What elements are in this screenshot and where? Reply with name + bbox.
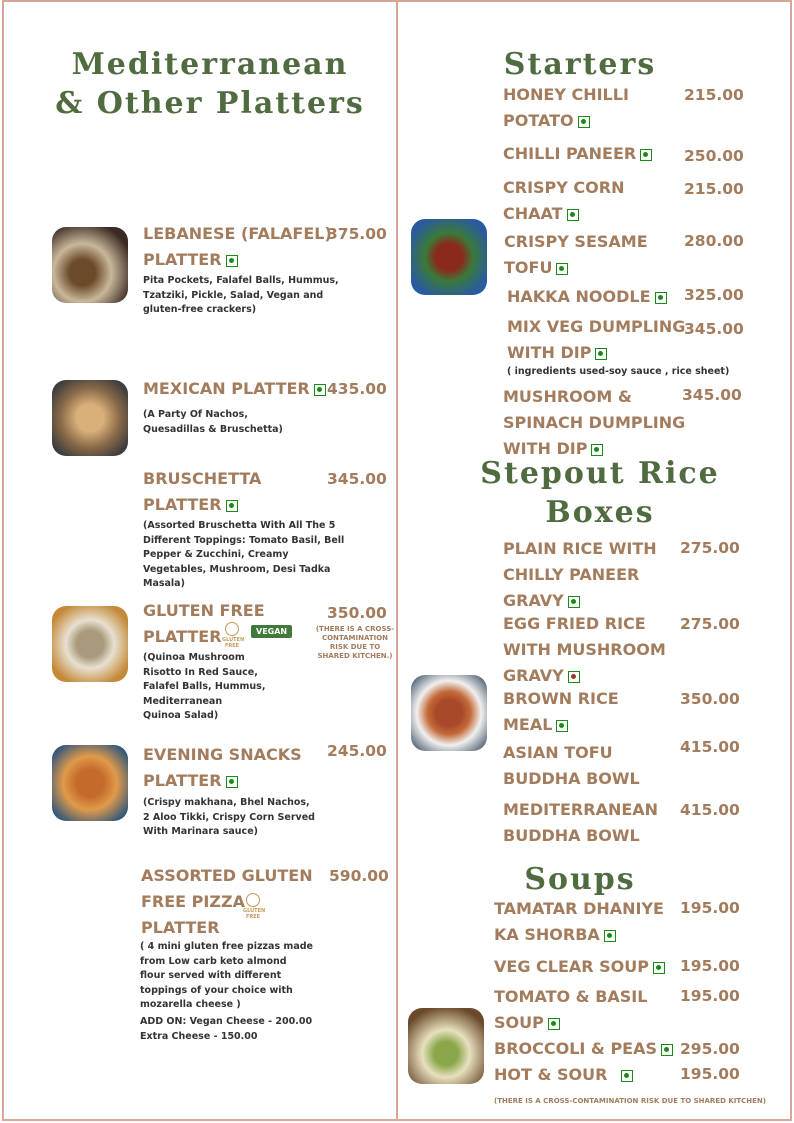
item-price: 250.00 xyxy=(684,147,744,165)
evening-snacks-photo xyxy=(52,745,128,821)
item-price: 275.00 xyxy=(680,615,740,633)
veg-icon xyxy=(595,348,607,360)
item-price: 435.00 xyxy=(327,380,387,398)
item-name: CHILLI PANEER xyxy=(503,144,637,163)
menu-item-veg-clear-soup xyxy=(494,954,665,980)
cross-contamination-note: (THERE IS A CROSS-CONTAMINATION RISK DUE TO SHARED KITCHEN) xyxy=(494,1097,766,1105)
item-name: MIX VEG DUMPLING WITH DIP xyxy=(507,317,686,362)
item-name: BROWN RICE MEAL xyxy=(503,689,619,734)
menu-item-hakka-noodle xyxy=(507,284,667,310)
item-price: 345.00 xyxy=(684,320,744,338)
item-price: 345.00 xyxy=(327,470,387,488)
rice-box-photo xyxy=(411,675,487,751)
item-price: 280.00 xyxy=(684,232,744,250)
item-name: HAKKA NOODLE xyxy=(507,287,651,306)
item-price: 415.00 xyxy=(680,738,740,756)
menu-item-chilli-paneer xyxy=(503,141,652,167)
menu-item-crispy-sesame-tofu xyxy=(504,229,648,281)
veg-icon xyxy=(567,209,579,221)
menu-item-gf-pizza xyxy=(141,863,313,941)
veg-icon xyxy=(578,116,590,128)
veg-icon xyxy=(640,149,652,161)
item-name: MEXICAN PLATTER xyxy=(143,379,310,398)
veg-icon xyxy=(653,962,665,974)
veg-icon xyxy=(226,255,238,267)
veg-icon xyxy=(226,500,238,512)
gluten-free-platter-photo xyxy=(52,606,128,682)
item-description: (Assorted Bruschetta With All The 5 Different Toppings: Tomato Basil, Bell Pepper & Zucchini, Creamy Vegetables, Mushroom, Desi Tadka Masala) xyxy=(143,520,345,589)
add-on-text: ADD ON: Vegan Cheese - 200.00 Extra Cheese - 150.00 xyxy=(140,1016,313,1042)
gluten-free-icon: GLUTEN FREE xyxy=(243,893,263,919)
item-name: LEBANESE (FALAFEL) PLATTER xyxy=(143,224,332,269)
menu-item-mushroom-dumpling xyxy=(503,384,685,462)
item-name: VEG CLEAR SOUP xyxy=(494,957,649,976)
item-price: 195.00 xyxy=(680,987,740,1005)
item-name: TOMATO & BASIL SOUP xyxy=(494,987,648,1032)
item-name: GLUTEN FREE PLATTER xyxy=(143,601,265,646)
falafel-platter-photo xyxy=(52,227,128,303)
item-price: 195.00 xyxy=(680,1065,740,1083)
item-name: EGG FRIED RICE WITH MUSHROOM GRAVY xyxy=(503,614,666,685)
menu-item-bruschetta xyxy=(143,466,261,518)
item-price: 195.00 xyxy=(680,957,740,975)
veg-icon xyxy=(314,384,326,396)
item-name: PLAIN RICE WITH CHILLY PANEER GRAVY xyxy=(503,539,657,610)
item-name: BRUSCHETTA PLATTER xyxy=(143,469,262,514)
vegan-badge: VEGAN xyxy=(251,625,292,638)
gluten-free-icon: GLUTEN FREE xyxy=(222,622,242,648)
item-description: (A Party Of Nachos, Quesadillas & Bruschetta) xyxy=(143,409,283,435)
menu-item-gluten-free xyxy=(143,598,265,650)
item-price: 375.00 xyxy=(327,225,387,243)
soup-photo xyxy=(408,1008,484,1084)
item-price: 325.00 xyxy=(684,286,744,304)
veg-icon xyxy=(661,1044,673,1056)
item-description: ( ingredients used-soy sauce , rice sheet) xyxy=(507,366,730,377)
menu-item-honey-chilli-potato xyxy=(503,82,629,134)
item-name: HOT & SOUR xyxy=(494,1065,608,1084)
veg-icon xyxy=(604,930,616,942)
menu-item-evening-snacks xyxy=(143,742,302,794)
item-price: 245.00 xyxy=(327,742,387,760)
veg-icon xyxy=(621,1070,633,1082)
menu-item-brown-rice xyxy=(503,686,619,738)
item-name: EVENING SNACKS PLATTER xyxy=(143,745,302,790)
item-description: ( 4 mini gluten free pizzas made from Low carb keto almond flour served with different toppings of your choice with mozarella cheese ) xyxy=(140,941,313,1010)
item-price: 195.00 xyxy=(680,899,740,917)
menu-item-crispy-corn xyxy=(503,175,624,227)
item-name: TAMATAR DHANIYE KA SHORBA xyxy=(494,899,664,944)
item-description: (Crispy makhana, Bhel Nachos, 2 Aloo Tikki, Crispy Corn Served With Marinara sauce) xyxy=(143,797,315,837)
menu-item-mediterranean-bowl xyxy=(503,797,658,849)
menu-item-asian-tofu xyxy=(503,740,640,792)
item-price: 415.00 xyxy=(680,801,740,819)
item-name: BROCCOLI & PEAS xyxy=(494,1039,658,1058)
item-price: 350.00 xyxy=(327,604,387,622)
item-price: 350.00 xyxy=(680,690,740,708)
menu-item-tomato-basil-soup xyxy=(494,984,647,1036)
menu-item-lebanese xyxy=(143,221,332,273)
item-price: 590.00 xyxy=(329,867,389,885)
non-veg-icon xyxy=(568,671,580,683)
section-title-rice-boxes: Stepout Rice Boxes xyxy=(480,456,720,530)
menu-item-egg-fried-rice xyxy=(503,611,666,689)
starters-photo xyxy=(411,219,487,295)
veg-icon xyxy=(226,776,238,788)
veg-icon xyxy=(548,1018,560,1030)
section-title-starters: Starters xyxy=(503,47,657,82)
section-title-soups: Soups xyxy=(524,862,636,897)
section-title-platters: Mediterranean & Other Platters xyxy=(55,47,365,121)
mexican-platter-photo xyxy=(52,380,128,456)
veg-icon xyxy=(556,263,568,275)
item-price: 275.00 xyxy=(680,539,740,557)
item-description: Pita Pockets, Falafel Balls, Hummus, Tzatziki, Pickle, Salad, Vegan and gluten-free crackers) xyxy=(143,275,339,315)
menu-item-mexican xyxy=(143,376,326,402)
item-price: 215.00 xyxy=(684,86,744,104)
menu-item-mix-veg-dumpling xyxy=(507,314,685,366)
column-divider xyxy=(396,0,398,1121)
item-name: CRISPY CORN CHAAT xyxy=(503,178,625,223)
item-name: HONEY CHILLI POTATO xyxy=(503,85,629,130)
item-name: MUSHROOM & SPINACH DUMPLING WITH DIP xyxy=(503,387,686,458)
item-description: (Quinoa Mushroom Risotto In Red Sauce, Falafel Balls, Hummus, Mediterranean Quinoa Salad) xyxy=(143,652,266,721)
item-price: 345.00 xyxy=(682,386,742,404)
menu-item-plain-rice xyxy=(503,536,657,614)
veg-icon xyxy=(655,292,667,304)
menu-item-hot-sour xyxy=(494,1062,633,1088)
menu-item-tamatar-shorba xyxy=(494,896,664,948)
item-name: ASIAN TOFU BUDDHA BOWL xyxy=(503,743,640,788)
veg-icon xyxy=(568,596,580,608)
item-price: 215.00 xyxy=(684,180,744,198)
veg-icon xyxy=(556,720,568,732)
item-name: CRISPY SESAME TOFU xyxy=(504,232,648,277)
item-price: 295.00 xyxy=(680,1040,740,1058)
menu-item-broccoli-peas xyxy=(494,1036,673,1062)
cross-contamination-note: (THERE IS A CROSS- CONTAMINATION RISK DUE TO SHARED KITCHEN.) xyxy=(315,625,395,660)
item-name: ASSORTED GLUTEN FREE PIZZA PLATTER xyxy=(141,866,313,937)
item-name: MEDITERRANEAN BUDDHA BOWL xyxy=(503,800,659,845)
